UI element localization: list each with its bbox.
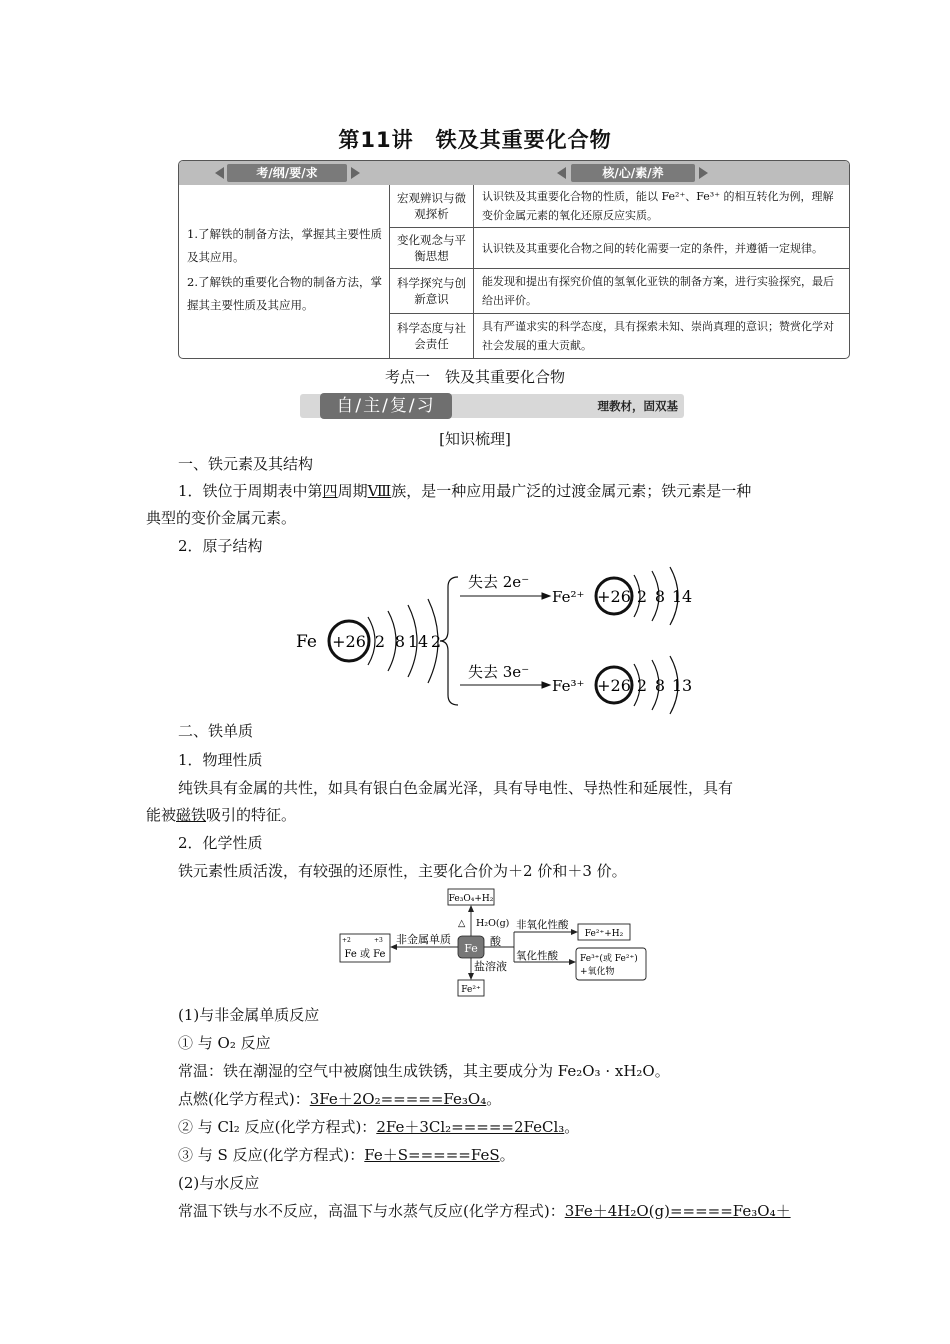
shell-count: 8 (654, 676, 666, 695)
reactant-label: 非氧化性酸 (516, 919, 569, 931)
condition-label: △ (458, 918, 466, 929)
fe-symbol: Fe (296, 632, 317, 652)
paragraph: 典型的变价金属元素。 (146, 509, 297, 527)
equation-line: 常温下铁与水不反应，高温下与水蒸气反应(化学方程式)：3Fe＋4H₂O(g)=====Fe₃O₄＋ (178, 1202, 791, 1220)
literacy-row (390, 314, 849, 358)
paragraph: ① 与 O₂ 反应 (178, 1034, 271, 1052)
nucleus-charge: +26 (597, 587, 631, 606)
literacy-key: 变化观念与平衡思想 (390, 228, 474, 268)
product-label: Fe²⁺+H₂ (584, 929, 624, 939)
condition-label: H₂O(g) (476, 918, 510, 929)
paragraph: 2．原子结构 (178, 537, 263, 555)
paragraph: 能被磁铁吸引的特征。 (146, 806, 297, 824)
literacy-value: 具有严谨求实的科学态度，具有探索未知、崇尚真理的意识；赞赏化学对社会发展的重大贡献。 (482, 320, 834, 352)
reactant-label: 盐溶液 (474, 960, 507, 973)
heading: 一、铁元素及其结构 (178, 455, 314, 473)
shell-count: 2 (430, 632, 442, 651)
ion-symbol: Fe²⁺ (552, 588, 585, 606)
lose-electrons-label: 失去 3e⁻ (468, 663, 530, 681)
shell-count: 2 (636, 676, 648, 695)
valence-label: +2 (342, 937, 351, 944)
iron-reaction-diagram (330, 886, 652, 1002)
right-arrow-icon (351, 167, 360, 179)
left-arrow-icon (215, 167, 224, 179)
valence-label: +3 (374, 937, 383, 944)
core-literacy-label: 核/心/素/养 (571, 164, 695, 182)
paragraph: 铁元素性质活泼，有较强的还原性，主要化合价为＋2 价和＋3 价。 (178, 862, 627, 880)
product-label: Fe₃O₄+H₂ (448, 894, 494, 904)
reactant-label: 酸 (490, 935, 501, 948)
left-arrow-icon (557, 167, 566, 179)
shell-count: 14 (671, 587, 693, 606)
atomic-structure-diagram (290, 565, 710, 715)
shell-count: 8 (654, 587, 666, 606)
review-bar-note: 理教材，固双基 (597, 399, 678, 413)
paragraph: (2)与水反应 (178, 1174, 260, 1192)
literacy-value: 认识铁及其重要化合物之间的转化需要一定的条件，并遵循一定规律。 (482, 241, 823, 255)
table-header (179, 161, 849, 185)
exam-requirements-label: 考/纲/要/求 (227, 164, 347, 182)
heading: 二、铁单质 (178, 722, 254, 740)
reactant-label: 非金属单质 (396, 933, 451, 946)
literacy-row (390, 269, 849, 314)
product-label: Fe 或 Fe (344, 949, 386, 960)
nucleus-charge: +26 (597, 676, 631, 695)
shell-count: 2 (636, 587, 648, 606)
reactant-label: 氧化性酸 (516, 950, 558, 962)
paragraph: 1．物理性质 (178, 751, 263, 769)
paragraph: 1．铁位于周期表中第四周期Ⅷ族，是一种应用最广泛的过渡金属元素；铁元素是一种 (178, 482, 752, 500)
shell-count: 8 (394, 632, 406, 651)
paragraph: 常温：铁在潮湿的空气中被腐蚀生成铁锈，其主要成分为 Fe₂O₃ · xH₂O。 (178, 1062, 670, 1080)
requirements-list (179, 185, 390, 358)
literacy-value: 认识铁及其重要化合物的性质，能以 Fe²⁺、Fe³⁺ 的相互转化为例，理解变价金属元素的氧化还原反应实质。 (482, 190, 834, 222)
paragraph: 2．化学性质 (178, 834, 263, 852)
literacy-row (390, 185, 849, 228)
fe-center-label: Fe (464, 942, 478, 955)
requirement-item: 2.了解铁的重要化合物的制备方法，掌握其主要性质及其应用。 (187, 275, 382, 312)
subsection-label: [知识梳理] (439, 430, 511, 448)
equation-line: 点燃(化学方程式)：3Fe＋2O₂=====Fe₃O₄。 (178, 1090, 502, 1108)
literacy-key: 科学态度与社会责任 (390, 314, 474, 358)
paragraph: (1)与非金属单质反应 (178, 1006, 320, 1024)
literacy-key: 科学探究与创新意识 (390, 269, 474, 313)
shell-count: 2 (374, 632, 386, 651)
literacy-value: 能发现和提出有探究价值的氢氧化亚铁的制备方案，进行实验探究，最后给出评价。 (482, 275, 834, 307)
ion-symbol: Fe³⁺ (552, 677, 585, 695)
review-bar-label: 自/主/复/习 (320, 393, 452, 419)
requirement-item: 1.了解铁的制备方法，掌握其主要性质及其应用。 (187, 227, 382, 264)
product-label: +氧化物 (580, 967, 615, 977)
paragraph: 纯铁具有金属的共性，如具有银白色金属光泽，具有导电性、导热性和延展性，具有 (178, 779, 734, 797)
literacy-rows (390, 185, 849, 358)
shell-count: 14 (407, 632, 429, 651)
requirements-table (178, 160, 850, 359)
shell-count: 13 (671, 676, 693, 695)
nucleus-charge: +26 (332, 632, 366, 651)
equation-line: ③ 与 S 反应(化学方程式)：Fe＋S=====FeS。 (178, 1146, 515, 1164)
literacy-row (390, 228, 849, 269)
lose-electrons-label: 失去 2e⁻ (468, 573, 530, 591)
equation-line: ② 与 Cl₂ 反应(化学方程式)：2Fe＋3Cl₂=====2FeCl₃。 (178, 1118, 580, 1136)
section-title: 考点一 铁及其重要化合物 (384, 368, 565, 386)
literacy-key: 宏观辨识与微观探析 (390, 185, 474, 227)
page-title: 第11讲 铁及其重要化合物 (338, 128, 612, 152)
product-label: Fe³⁺(或 Fe²⁺) (580, 954, 638, 964)
right-arrow-icon (699, 167, 708, 179)
product-label: Fe²⁺ (461, 985, 481, 995)
